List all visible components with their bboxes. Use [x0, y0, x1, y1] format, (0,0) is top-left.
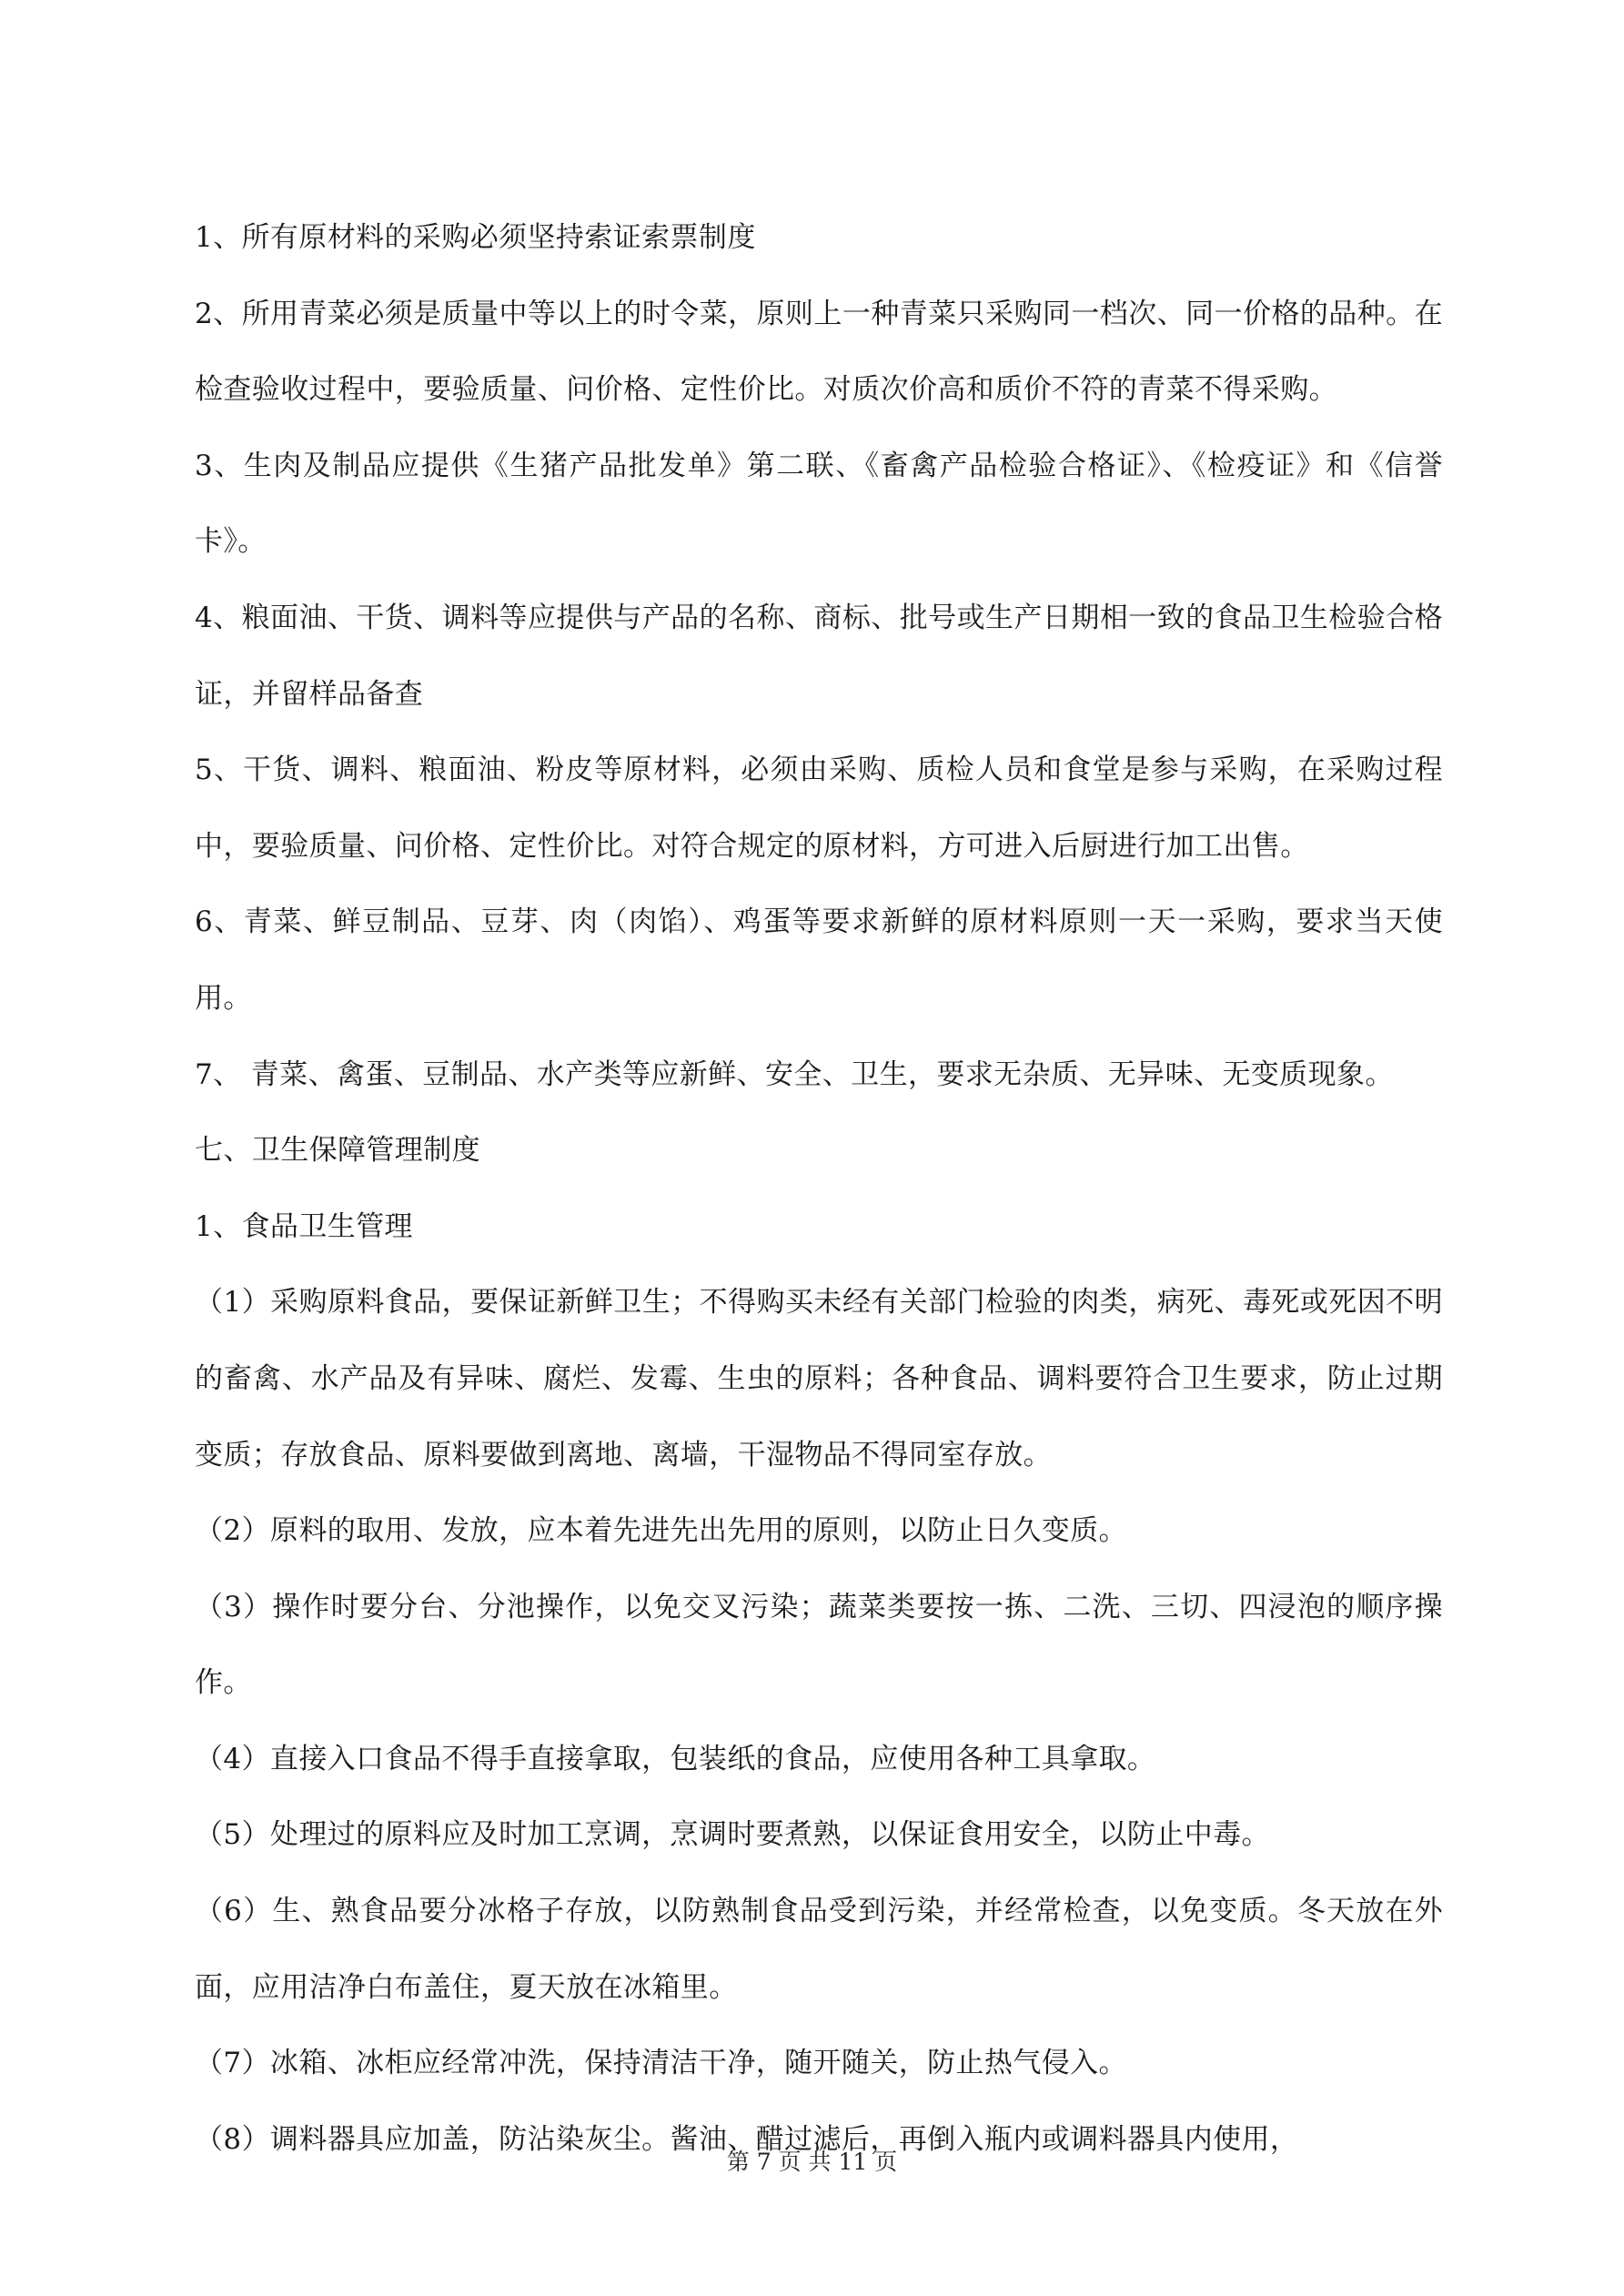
page-number: 第 7 页 共 11 页 — [726, 2149, 898, 2175]
item-5: （5）处理过的原料应及时加工烹调，烹调时要煮熟，以保证食用安全，以防止中毒。 — [195, 1818, 1270, 1852]
item-1: （1）采购原料食品，要保证新鲜卫生；不得购买未经有关部门检验的肉类，病死、毒死或死因不明的畜禽、水产品及有异味、腐烂、发霉、生虫的原料；各种食品、调料要符合卫生要求，防止过期变质；存放食品、原料要做到离地、离墙，干湿物品不得同室存放。 — [195, 1286, 1443, 1472]
subsection-heading: 1、食品卫生管理 — [195, 1209, 413, 1243]
paragraph-5: 5、干货、调料、粮面油、粉皮等原材料，必须由采购、质检人员和食堂是参与采购，在采购过程中，要验质量、问价格、定性价比。对符合规定的原材料，方可进入后厨进行加工出售。 — [195, 754, 1443, 863]
paragraph-3: 3、生肉及制品应提供《生猪产品批发单》第二联、《畜禽产品检验合格证》、《检疫证》和《信誉卡》。 — [195, 449, 1443, 559]
paragraph-4: 4、粮面油、干货、调料等应提供与产品的名称、商标、批号或生产日期相一致的食品卫生检验合格证，并留样品备查 — [195, 601, 1443, 711]
item-2: （2）原料的取用、发放，应本着先进先出先用的原则，以防止日久变质。 — [195, 1514, 1127, 1548]
paragraph-2: 2、所用青菜必须是质量中等以上的时令菜，原则上一种青菜只采购同一档次、同一价格的品种。在检查验收过程中，要验质量、问价格、定性价比。对质次价高和质价不符的青菜不得采购。 — [195, 297, 1443, 407]
document-body — [195, 200, 1443, 2178]
paragraph-7: 7、 青菜、禽蛋、豆制品、水产类等应新鲜、安全、卫生，要求无杂质、无异味、无变质现象。 — [195, 1057, 1394, 1091]
paragraph-6: 6、青菜、鲜豆制品、豆芽、肉（肉馅）、鸡蛋等要求新鲜的原材料原则一天一采购，要求当天使用。 — [195, 905, 1443, 1015]
item-8: （8）调料器具应加盖，防沾染灰尘。酱油、醋过滤后，再倒入瓶内或调料器具内使用， — [195, 2122, 1299, 2156]
item-3: （3）操作时要分台、分池操作，以免交叉污染；蔬菜类要按一拣、二洗、三切、四浸泡的顺序操作。 — [195, 1590, 1443, 1700]
item-4: （4）直接入口食品不得手直接拿取，包装纸的食品，应使用各种工具拿取。 — [195, 1742, 1156, 1775]
item-6: （6）生、熟食品要分冰格子存放，以防熟制食品受到污染，并经常检查，以免变质。冬天放在外面，应用洁净白布盖住，夏天放在冰箱里。 — [195, 1895, 1443, 2004]
item-7: （7）冰箱、冰柜应经常冲洗，保持清洁干净，随开随关，防止热气侵入。 — [195, 2047, 1127, 2080]
section-heading: 七、卫生保障管理制度 — [195, 1134, 480, 1168]
page-footer — [0, 2144, 1624, 2177]
paragraph-1: 1、所有原材料的采购必须坚持索证索票制度 — [195, 221, 756, 254]
